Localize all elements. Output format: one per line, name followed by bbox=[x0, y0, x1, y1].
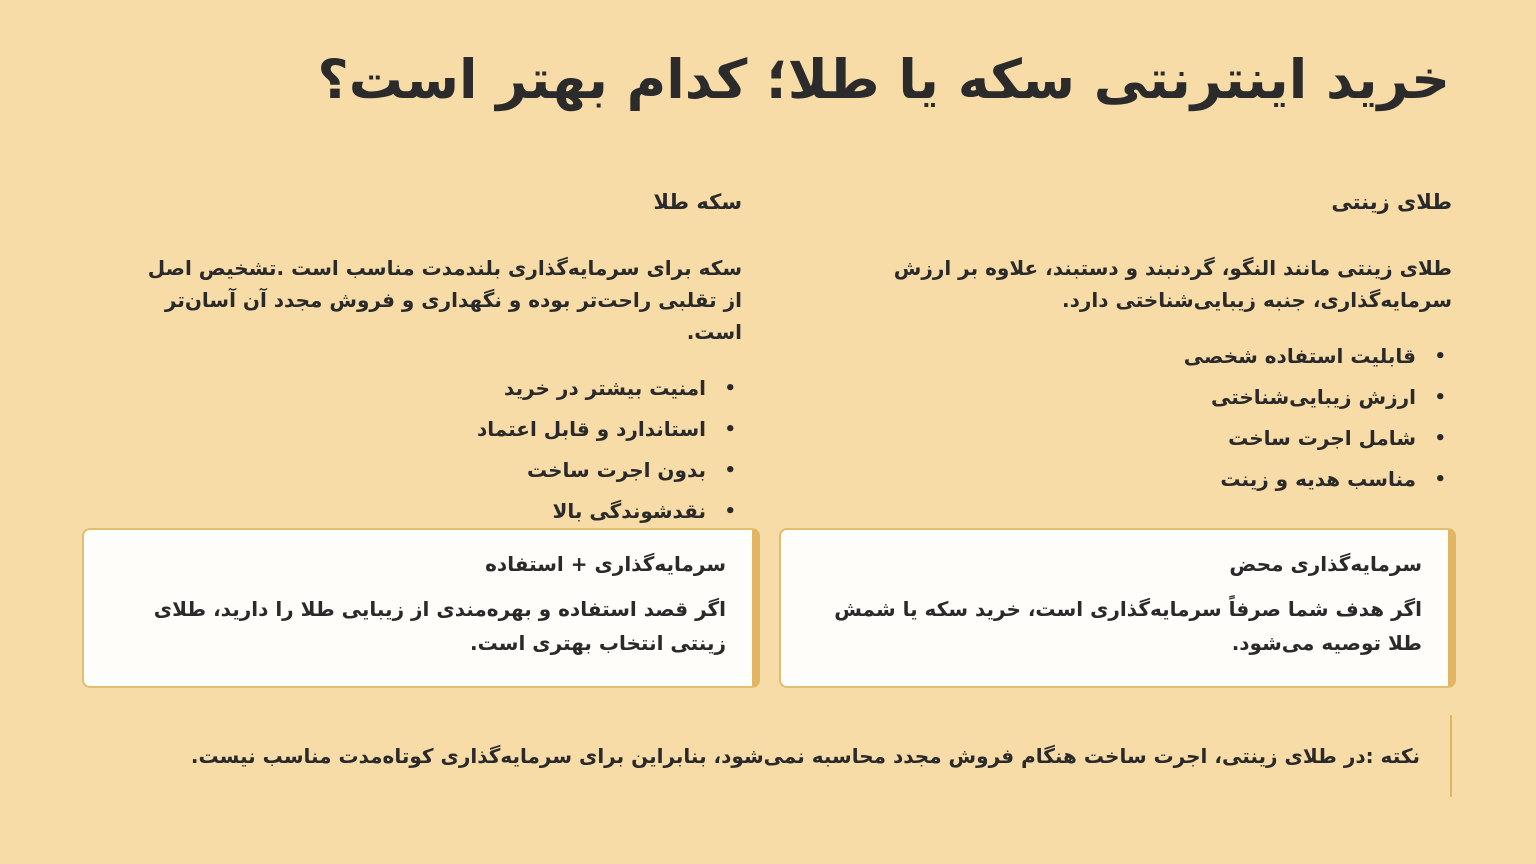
list-item: • مناسب هدیه و زینت bbox=[892, 459, 1416, 500]
column-description: طلای زینتی مانند النگو، گردنبند و دستبند، علاوه بر ارزش سرمایه‌گذاری، جنبه زیبایی‌شناختی دارد. bbox=[893, 256, 1452, 312]
pure-investment-card bbox=[779, 528, 1456, 688]
bullet-icon: • bbox=[724, 501, 736, 522]
investment-and-use-card bbox=[82, 528, 760, 688]
list-item: • نقدشوندگی بالا bbox=[132, 491, 706, 532]
bullet-icon: • bbox=[1434, 346, 1446, 367]
card-text: اگر قصد استفاده و بهره‌مندی از زیبایی طلا را دارید، طلای زینتی انتخاب بهتری است. bbox=[153, 597, 726, 655]
column-heading: سکه طلا bbox=[653, 190, 742, 214]
feature-list bbox=[892, 336, 1452, 500]
list-item: • قابلیت استفاده شخصی bbox=[892, 336, 1416, 377]
card-heading: سرمایه‌گذاری + استفاده bbox=[485, 552, 726, 576]
feature-list bbox=[132, 368, 742, 532]
page-title: خرید اینترنتی سکه یا طلا؛ کدام بهتر است؟ bbox=[317, 48, 1450, 111]
gold-coin-column bbox=[132, 190, 742, 532]
card-heading: سرمایه‌گذاری محض bbox=[1229, 552, 1422, 576]
bullet-icon: • bbox=[724, 378, 736, 399]
bullet-icon: • bbox=[1434, 469, 1446, 490]
note-callout bbox=[191, 715, 1452, 797]
note-text: نکته :در طلای زینتی، اجرت ساخت هنگام فروش مجدد محاسبه نمی‌شود، بنابراین برای سرمایه‌گذاری کوتاه‌مدت مناسب نیست. bbox=[190, 744, 1420, 768]
card-text: اگر هدف شما صرفاً سرمایه‌گذاری است، خرید سکه یا شمش طلا توصیه می‌شود. bbox=[834, 597, 1422, 655]
column-heading: طلای زینتی bbox=[1331, 190, 1452, 214]
list-item: • شامل اجرت ساخت bbox=[892, 418, 1416, 459]
list-item: • امنیت بیشتر در خرید bbox=[132, 368, 706, 409]
list-item: • استاندارد و قابل اعتماد bbox=[132, 409, 706, 450]
bullet-icon: • bbox=[724, 460, 736, 481]
list-item: • ارزش زیبایی‌شناختی bbox=[892, 377, 1416, 418]
list-item: • بدون اجرت ساخت bbox=[132, 450, 706, 491]
jewelry-gold-column bbox=[892, 190, 1452, 500]
column-description: سکه برای سرمایه‌گذاری بلندمدت مناسب است .تشخیص اصل از تقلبی راحت‌تر بوده و نگهداری و فروش مجدد آن آسان‌تر است. bbox=[147, 256, 742, 344]
bullet-icon: • bbox=[1434, 428, 1446, 449]
bullet-icon: • bbox=[724, 419, 736, 440]
bullet-icon: • bbox=[1434, 387, 1446, 408]
